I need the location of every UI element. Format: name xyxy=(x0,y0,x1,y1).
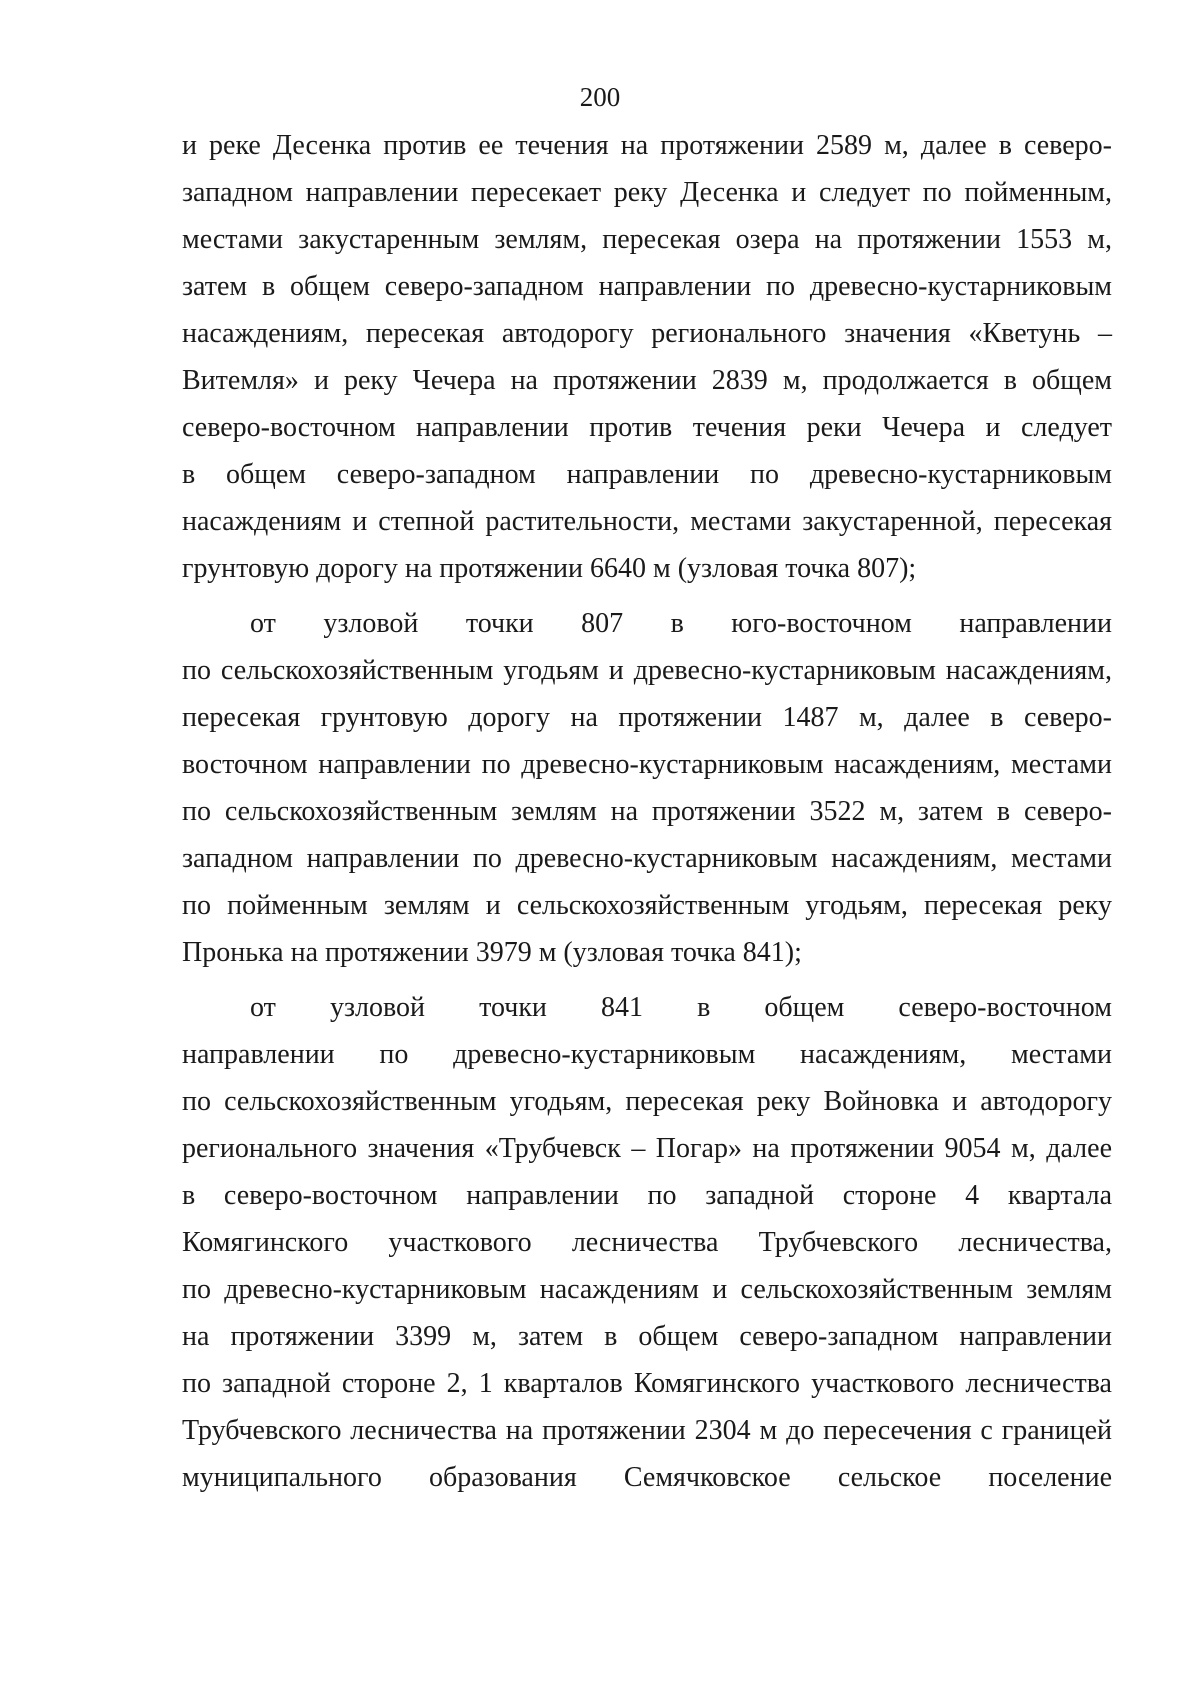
text-line: по пойменным землям и сельскохозяйственным угодьям, пересекая реку xyxy=(182,890,1112,921)
text-line: регионального значения «Трубчевск – Погар» на протяжении 9054 м, далее xyxy=(182,1133,1112,1164)
paragraph-2 xyxy=(182,600,1112,976)
text-line: по сельскохозяйственным землям на протяжении 3522 м, затем в северо- xyxy=(182,796,1112,827)
text-line: по древесно-кустарниковым насаждениям и сельскохозяйственным землям xyxy=(182,1274,1112,1305)
text-line: в общем северо-западном направлении по древесно-кустарниковым xyxy=(182,459,1112,490)
text-line: в северо-восточном направлении по западной стороне 4 квартала xyxy=(182,1180,1112,1211)
text-line: западном направлении по древесно-кустарниковым насаждениям, местами xyxy=(182,843,1112,874)
text-line: Комягинского участкового лесничества Трубчевского лесничества, xyxy=(182,1227,1112,1258)
text-line: насаждениям, пересекая автодорогу регионального значения «Кветунь – xyxy=(182,318,1112,349)
text-line: муниципального образования Семячковское сельское поселение xyxy=(182,1462,1112,1493)
paragraph-1 xyxy=(182,122,1112,592)
text-line: Трубчевского лесничества на протяжении 2304 м до пересечения с границей xyxy=(182,1415,1112,1446)
text-line: и реке Десенка против ее течения на протяжении 2589 м, далее в северо- xyxy=(182,130,1112,161)
text-line: пересекая грунтовую дорогу на протяжении 1487 м, далее в северо- xyxy=(182,702,1112,733)
text-line: по западной стороне 2, 1 кварталов Комягинского участкового лесничества xyxy=(182,1368,1112,1399)
text-line: от узловой точки 807 в юго-восточном направлении xyxy=(250,608,1112,639)
text-line: местами закустаренным землям, пересекая озера на протяжении 1553 м, xyxy=(182,224,1112,255)
text-line: от узловой точки 841 в общем северо-восточном xyxy=(250,992,1112,1023)
text-line: направлении по древесно-кустарниковым насаждениям, местами xyxy=(182,1039,1112,1070)
text-line: западном направлении пересекает реку Десенка и следует по пойменным, xyxy=(182,177,1112,208)
text-line: восточном направлении по древесно-кустарниковым насаждениям, местами xyxy=(182,749,1112,780)
text-line: насаждениям и степной растительности, местами закустаренной, пересекая xyxy=(182,506,1112,537)
paragraph-3 xyxy=(182,984,1112,1501)
text-line: грунтовую дорогу на протяжении 6640 м (узловая точка 807); xyxy=(182,553,917,584)
text-line: затем в общем северо-западном направлении по древесно-кустарниковым xyxy=(182,271,1112,302)
text-line: северо-восточном направлении против течения реки Чечера и следует xyxy=(182,412,1112,443)
text-line: Пронька на протяжении 3979 м (узловая точка 841); xyxy=(182,937,802,968)
text-line: по сельскохозяйственным угодьям, пересекая реку Войновка и автодорогу xyxy=(182,1086,1112,1117)
text-line: по сельскохозяйственным угодьям и древесно-кустарниковым насаждениям, xyxy=(182,655,1112,686)
text-line: Витемля» и реку Чечера на протяжении 2839 м, продолжается в общем xyxy=(182,365,1112,396)
page-number: 200 xyxy=(579,82,621,112)
text-line: на протяжении 3399 м, затем в общем северо-западном направлении xyxy=(182,1321,1112,1352)
